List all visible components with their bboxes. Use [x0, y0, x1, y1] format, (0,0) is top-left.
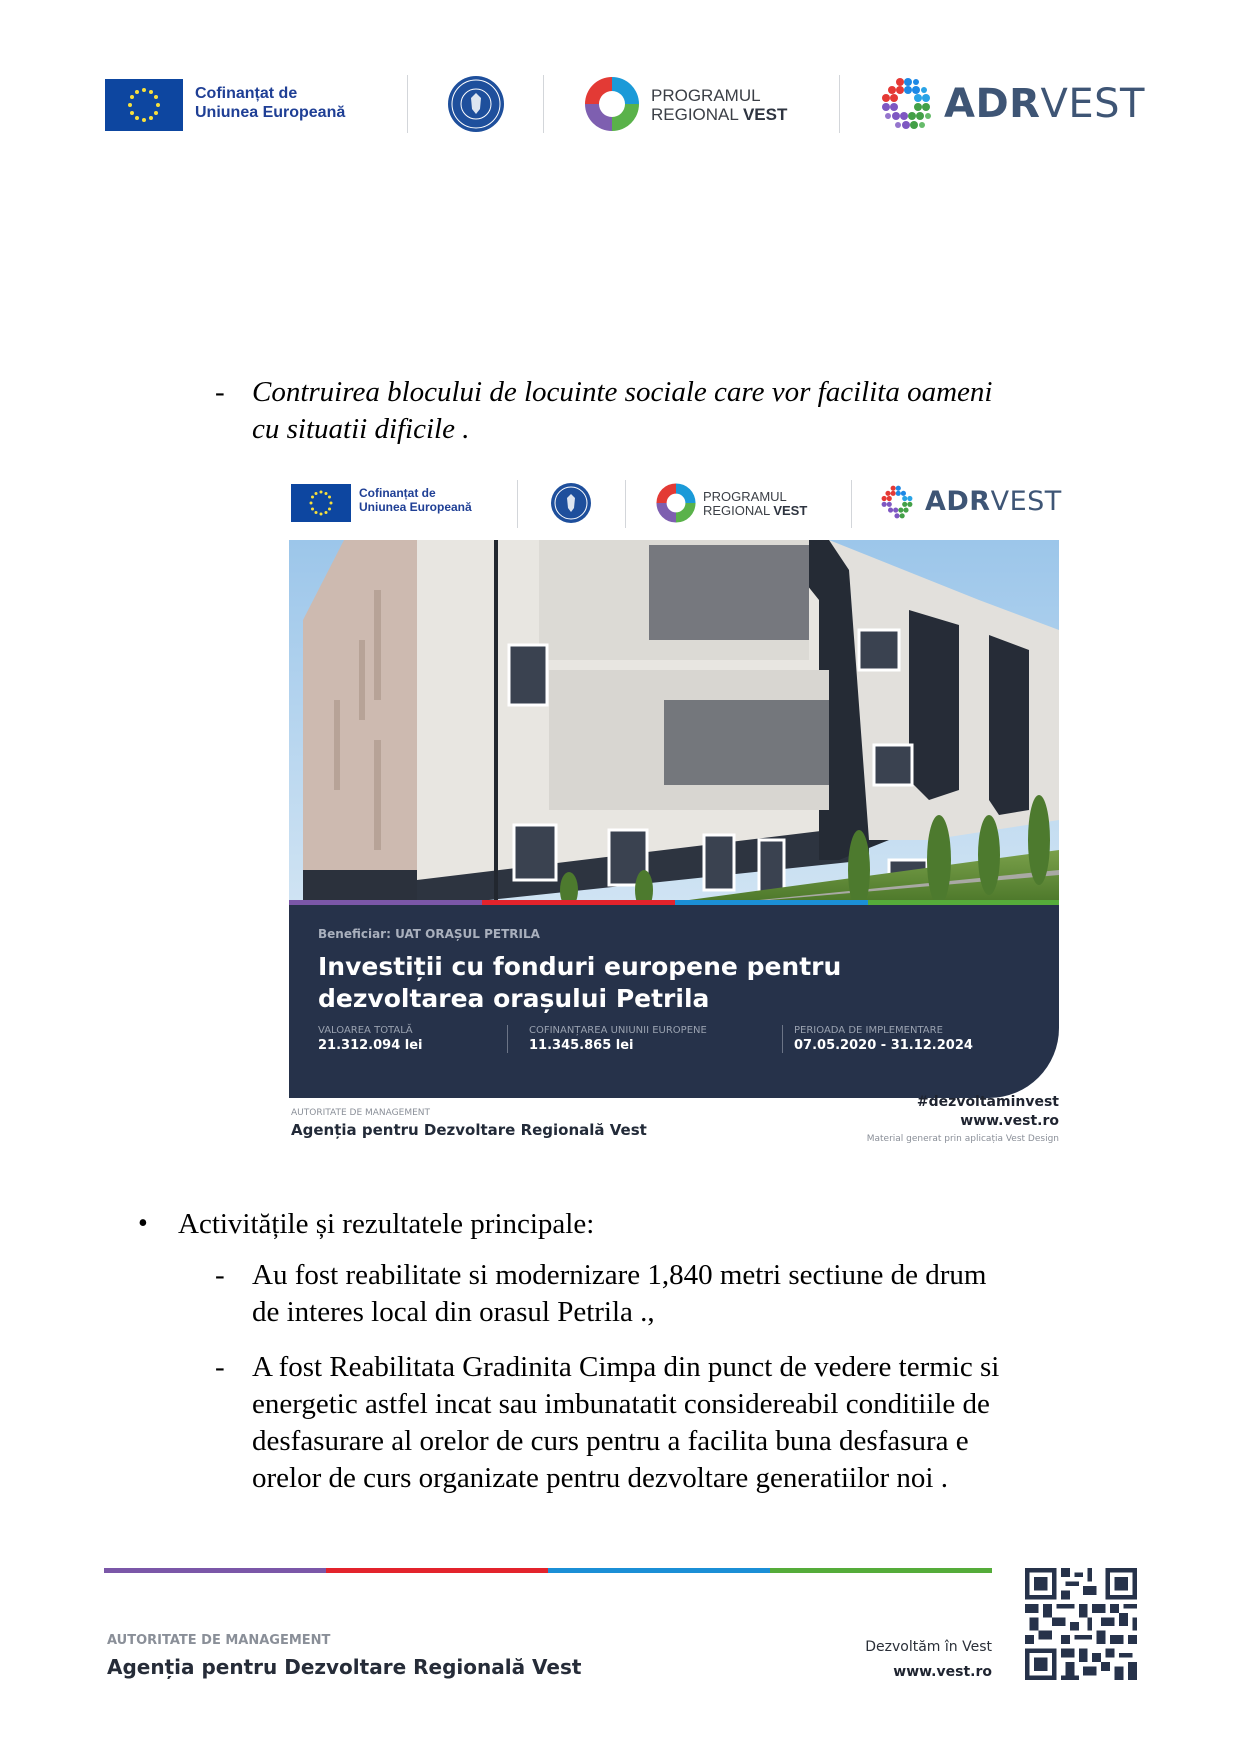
poster-eu-line1: Cofinanțat de: [359, 486, 436, 500]
poster-authority-name: Agenția pentru Dezvoltare Regională Vest: [291, 1121, 647, 1139]
list-dash: -: [215, 1351, 225, 1383]
list-item-text: [252, 1349, 999, 1497]
program-line2: [651, 106, 787, 125]
poster-title-line1: Investiții cu fonduri europene pentru: [318, 952, 842, 981]
logo-divider: [407, 75, 408, 133]
item1-line1: Contruirea blocului de locuinte sociale care vor facilita oameni: [252, 376, 993, 408]
item-line: de interes local din orasul Petrila .,: [252, 1296, 655, 1328]
poster-program-text: [703, 490, 807, 519]
poster-program-line1: PROGRAMUL: [703, 489, 787, 504]
program-line2-regular: REGIONAL: [651, 104, 743, 124]
poster-title: [318, 951, 841, 1015]
list-dash: -: [215, 376, 225, 408]
footer-authority-label: AUTORITATE DE MANAGEMENT: [107, 1633, 331, 1648]
item-line: energetic astfel incat sau imbunatatit considereabil conditiile de: [252, 1388, 990, 1420]
item-line: orelor de curs organizate pentru dezvoltare generatiilor noi .: [252, 1462, 948, 1494]
footer-slogan: Dezvoltăm în Vest: [865, 1639, 992, 1655]
adrvest-dots-icon: [878, 77, 934, 133]
section-heading: Activitățile și rezultatele principale:: [178, 1208, 595, 1240]
item-line: Au fost reabilitate si modernizare 1,840 metri sectiune de drum: [252, 1259, 987, 1291]
stat-label: VALOAREA TOTALĂ: [318, 1025, 413, 1036]
poster-eu-line2: Uniunea Europeană: [359, 500, 472, 515]
list-dash: -: [215, 1259, 225, 1291]
adrvest-wordmark: [944, 80, 1145, 128]
stat-value: 11.345.865 lei: [529, 1038, 634, 1053]
poster-hashtag: #dezvoltaminvest: [916, 1094, 1059, 1110]
programul-regional-vest-ring-icon: [655, 482, 697, 524]
stat-divider: [507, 1025, 508, 1053]
qr-code-icon: [1025, 1568, 1137, 1680]
logo-divider: [543, 75, 544, 133]
footer-stripe-blue: [548, 1568, 770, 1573]
stat-period: [794, 1025, 973, 1053]
poster-authority-label: AUTORITATE DE MANAGEMENT: [291, 1108, 431, 1118]
eu-line2: Uniunea Europeană: [195, 104, 346, 122]
vest-light-text: VEST: [1040, 81, 1145, 127]
poster-program-line2-bold: VEST: [773, 503, 808, 519]
programul-regional-vest-text: [651, 87, 787, 124]
adr-bold-text: ADR: [944, 81, 1041, 127]
program-line1: PROGRAMUL: [651, 86, 761, 105]
footer-stripe-red: [326, 1568, 548, 1573]
poster-generated-note: Material generat prin aplicația Vest Design: [866, 1134, 1059, 1144]
footer-stripe-green: [770, 1568, 992, 1573]
stat-eu-cofinancing: [529, 1025, 707, 1053]
item-line: desfasurare al orelor de curs pentru a facilita buna desfasura e: [252, 1425, 969, 1457]
stat-value: 07.05.2020 - 31.12.2024: [794, 1038, 973, 1053]
stat-label: COFINANȚAREA UNIUNII EUROPENE: [529, 1025, 707, 1036]
eu-cofinanced-text: [195, 84, 345, 122]
footer-authority-name: Agenția pentru Dezvoltare Regională Vest: [107, 1655, 582, 1679]
stat-total: [318, 1025, 423, 1053]
footer-website: www.vest.ro: [893, 1664, 992, 1680]
poster-title-line2: dezvoltarea orașului Petrila: [318, 984, 710, 1013]
logo-divider: [517, 480, 518, 528]
stat-divider: [782, 1025, 783, 1053]
project-poster: [289, 470, 1062, 1150]
poster-program-line2: [703, 504, 807, 518]
logo-divider: [851, 480, 852, 528]
stat-value: 21.312.094 lei: [318, 1038, 423, 1053]
adrvest-dots-icon: [879, 485, 915, 521]
eu-line1: Cofinanțat de: [195, 85, 298, 102]
building-photo: [289, 540, 1059, 900]
programul-regional-vest-ring-icon: [583, 75, 641, 133]
poster-program-line2-regular: REGIONAL: [703, 503, 774, 519]
footer-stripe-purple: [104, 1568, 326, 1573]
poster-vest-light: VEST: [990, 486, 1062, 517]
logo-divider: [625, 480, 626, 528]
eu-flag-icon: [105, 79, 183, 131]
guvernul-romaniei-seal-icon: [448, 76, 504, 132]
poster-eu-text: [359, 486, 472, 515]
item1-line2: cu situatii dificile .: [252, 413, 470, 445]
bullet-dot: •: [138, 1208, 148, 1239]
beneficiary-label: Beneficiar: UAT ORAȘUL PETRILA: [318, 927, 540, 941]
poster-info-panel: [289, 905, 1059, 1098]
list-item-text: [252, 1257, 986, 1331]
guvernul-romaniei-seal-icon: [551, 483, 591, 523]
program-line2-bold: VEST: [742, 104, 788, 124]
poster-adrvest-wordmark: [925, 485, 1062, 519]
eu-flag-icon: [291, 484, 351, 522]
poster-website: www.vest.ro: [960, 1113, 1059, 1129]
stat-label: PERIOADA DE IMPLEMENTARE: [794, 1025, 943, 1036]
logo-divider: [839, 75, 840, 133]
item-line: A fost Reabilitata Gradinita Cimpa din punct de vedere termic si: [252, 1351, 1000, 1383]
poster-adr-bold: ADR: [925, 486, 991, 517]
list-item-text: [252, 374, 992, 448]
